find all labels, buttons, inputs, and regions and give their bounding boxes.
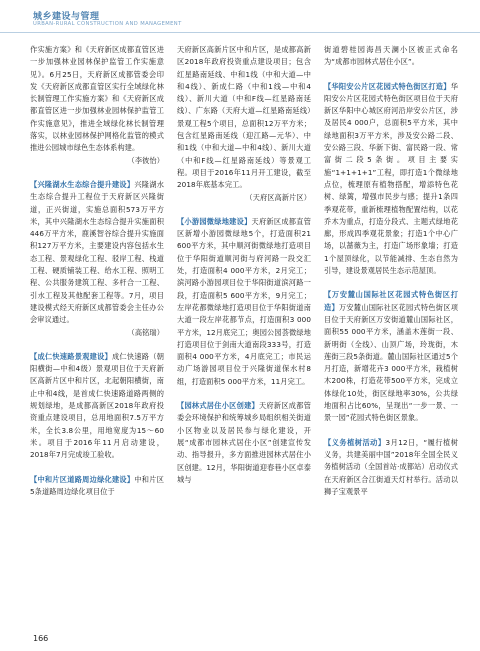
- section-title: 【义务植树活动】: [324, 437, 386, 447]
- section-gap: [324, 277, 458, 289]
- section-gap: [30, 462, 164, 474]
- section-title: 【小游园微绿地建设】: [177, 216, 252, 226]
- section-title: 【万安麓山国际社区花园式特色街区打造】: [324, 290, 458, 312]
- section-gap: [324, 425, 458, 437]
- section-text: 成仁快速路（朝阳横街—中和4级）景观项目位于天府新区高新片区中和片区，北起朝阳横街，南止中和4线，是首成仁快速路道路两侧的规划绿地，是成都高新区2018年政府投资重点建设项目，总用地面积7.5万平方米，全长3.8公里，用地宽度为15～60米。项目于2016年11月启动建设，2018年7月完成竣工验收。: [30, 351, 164, 460]
- section-paragraph: [324, 81, 458, 278]
- paragraph: 天府新区高新片区中和片区，是成都高新区2018年政府投资重点建设项目；包含红星路南延线、中和1线（中和大道—中和4线）、新成仁路（中和1线—中和4线）、新川大道（中和F线—红星路南延线）、广东路（天府大道—红星路南延线）景观工程5个项目，总面积12万平方米；包含红星路南延线（迎江路—元华）、中和1线（中和大道—中和4线）、新川大道（中和F线—红星路南延线）等景观工程。项目于2016年11月开工建设，截至2018年底基本完工。: [177, 45, 311, 190]
- section-text: 华阳安公片区花园式特色街区项目位于天府新区华阳中心城区府河沿岸安公片区，涉及居民4 000户，总面积5平方米，其中绿地面积3万平方米，涉及安公路二段、安公路三段、华新下街、富民路一段、常富街二段5条街。项目主要实施“1+1+1+1”工程，即打造1个微绿地点位，梳理原有植物搭配，增添特色花树、绿篱，增强市民步与感；提升1条四季观花带，重新梳理植物配置结构，以花乔木为重点，打造分段式、主题式绿地花廊，形成四季观花景象；打造1个中心广场，以蔷薇为主，打造广场形象墙；打造1个屋顶绿化，以节能减排、生态自然为引导，建设景观居民生态示范屋顶。: [324, 81, 458, 276]
- section-paragraph: [30, 474, 164, 499]
- section-text: 天府新区成都管委会环境保护和统筹城乡局组织相关街道小区物业以及居民参与绿化建设，开展“成都市园林式居住小区”创建宣传发动、指导报升，多方面推进园林式居住小区创建。12月，华阳街道迎春巷小区卓泰城与: [177, 401, 311, 484]
- section-paragraph: [177, 216, 311, 388]
- text-column-2: [177, 44, 311, 486]
- paragraph: 街道碧桂园海昌天澜小区被正式命名为“成都市园林式居住小区”。: [324, 45, 458, 67]
- page-number: 166: [33, 634, 49, 643]
- section-text: 中和片区5条道路周边绿化项目位于: [30, 474, 164, 496]
- section-paragraph: [30, 351, 164, 462]
- author-signature: （天府区高新片区）: [245, 192, 311, 202]
- section-gap: [177, 388, 311, 400]
- text-column-3: [324, 44, 458, 498]
- section-title: 【中和片区道路周边绿化建设】: [30, 474, 135, 484]
- running-header-subtitle: URBAN-RURAL CONSTRUCTION AND MANAGEMENT: [33, 21, 182, 27]
- section-title: 【兴隆湖水生态综合提升建设】: [30, 179, 135, 189]
- running-header-title: 城乡建设与管理: [33, 12, 100, 22]
- paragraph: 作实施方案》和《天府新区成都直管区进一步加强林业园林保护监管工作实施意见》。6月25日，天府新区成都管委会印发《天府新区成都直管区实行全域绿化林长制管理工作实施方案》和《天府新区成都直管区进一步加强林业园林保护监管工作实施意见》，推进全域绿化林长制管理落实，以林业园林保护网格化监管的模式推进公园城市绿色生态体系构建。: [30, 45, 164, 153]
- section-text: 天府新区成都直管区新增小游园微绿地5个，打造面积21 600平方米，其中顺河街微绿地打造项目位于华阳街道顺河街与府河路一段交汇处，打造面积4 000平方米，2月完工；滨河路小游园项目位于华阳街道滨河路一段，打造面积5 600平方米，9月完工；左岸花都微绿地打造项目位于华阳街道南大道一段左岸花都节点，打造面积3 000平方米，12月底完工；奥园公园荟微绿地打造项目位于剑南大道南段333号，打造面积4 000平方米，4月底完工；市民运动广场游园项目位于兴隆街道保水村8组，打造面积5 000平方米，11月完工。: [177, 216, 311, 386]
- section-paragraph: [324, 437, 458, 498]
- section-title: 【园林式居住小区创建】: [177, 401, 259, 411]
- section-title: 【成仁快速路景观建设】: [30, 351, 112, 361]
- author-signature: （高铭瑞）: [127, 327, 164, 337]
- header-rule: [0, 32, 480, 33]
- section-gap: [324, 69, 458, 81]
- section-title: 【华阳安公片区花园式特色街区打造】: [324, 81, 451, 91]
- author-signature: （李彼怡）: [127, 155, 164, 165]
- section-text: 3月12日，“履行植树义务，共建美丽中国”2018年全国全民义务植树活动（全国首站·成都站）启动仪式在天府新区合江街道天灯村举行。活动以狮子宝观景平: [324, 437, 458, 496]
- section-text: 兴隆湖水生态综合提升工程位于天府新区兴隆街道，正兴街道，实施总面积573万平方米，其中兴隆湖水生态综合提升实施面积446万平方米，鹿溪智谷综合提升实施面积127万平方米，主要建设内容包括水生态工程、景观绿化工程、驳岸工程、栈道工程、硬质铺装工程、给水工程、照明工程、公共服务建筑工程、多杆合一工程、引水工程及其他配套工程等。7月，项目建设模式经天府新区成都管委会主任办公会审议通过。: [30, 179, 164, 325]
- section-text: 万安麓山国际社区花园式特色街区项目位于天府新区万安街道麓山国际社区，面积55 000平方米，涵盖木莲街一段、新明街（全线）、山顶广场，玲珑街，木莲街三段5条街道。麓山国际社区通过5个月打造，新增花卉3 000平方米，栽植树木200株，打造花带500平方米，完成立体绿化10处，街区绿地率30%，公共绿地面积占比60%，呈现出“一步一景、一景一园”花园式特色街区景象。: [324, 302, 458, 423]
- section-paragraph: [177, 400, 311, 486]
- section-paragraph: [30, 179, 164, 327]
- text-column-1: [30, 44, 164, 498]
- section-paragraph: [324, 289, 458, 424]
